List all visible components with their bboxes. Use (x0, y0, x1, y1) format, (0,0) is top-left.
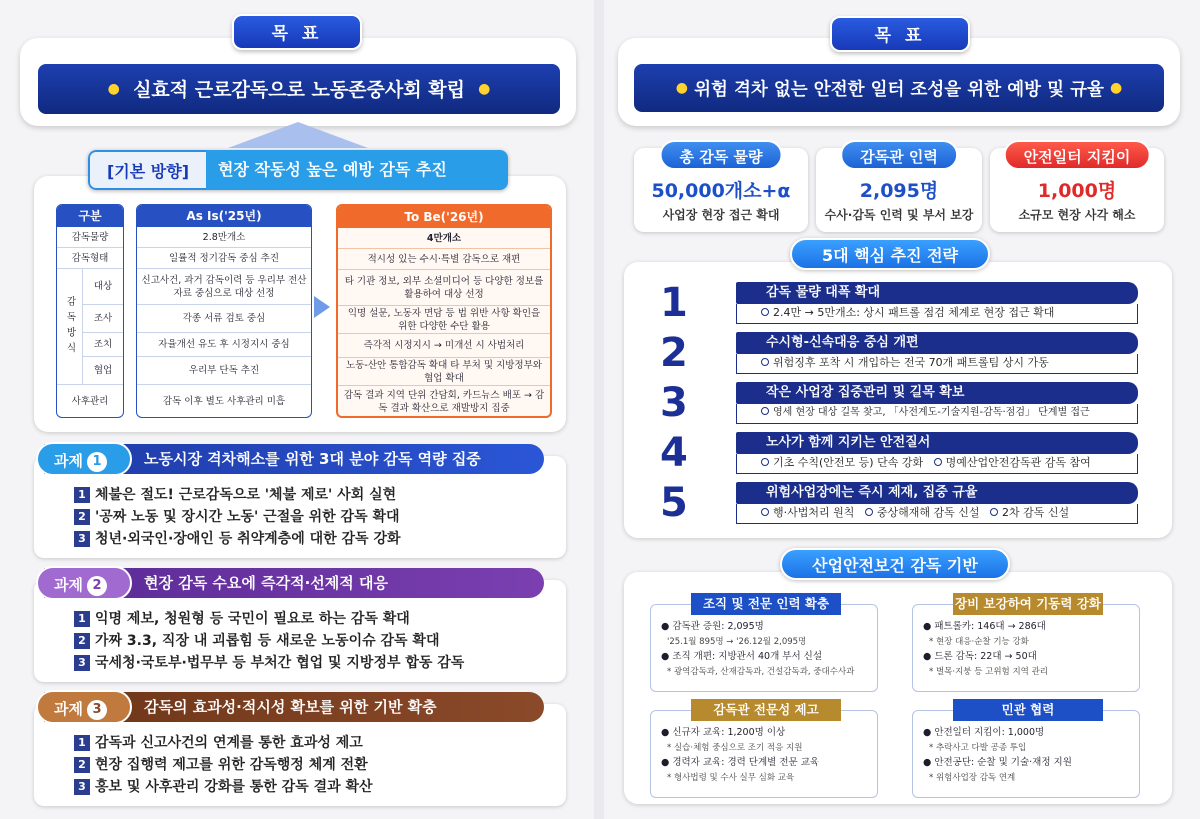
asis-cell: 각종 서류 검토 중심 (137, 305, 311, 333)
tobe-cell: 즉각적 시정지시 → 미개선 시 사법처리 (338, 334, 550, 358)
task-item-text: 홍보 및 사후관리 강화를 통한 감독 결과 확산 (95, 779, 373, 795)
item-number-icon: 1 (74, 735, 90, 751)
item-number-icon: 2 (74, 757, 90, 773)
asis-column (136, 204, 312, 418)
strategy-desc-text: 영세 현장 대상 길목 찾고, 「사전계도-기술지원-감독·점검」 단계별 접근 (773, 407, 1090, 418)
base-item: ● 드론 감독: 22대 → 50대 (923, 651, 1037, 662)
base-item-text: 조직 개편: 지방관서 40개 부서 신설 (672, 651, 823, 662)
stat-value: 50,000개소+α (651, 180, 791, 202)
task-2-label (36, 566, 132, 600)
strategy-item (636, 382, 1140, 426)
asis-cell: 우리부 단독 추진 (137, 357, 311, 385)
strategy-desc-text: 2.4만 → 5만개소: 상시 패트롤 점검 체계로 현장 접근 확대 (773, 306, 1055, 319)
stat-value: 1,000명 (1037, 180, 1117, 202)
task-item (74, 528, 401, 548)
task-item (74, 776, 373, 796)
row-label: 감독형태 (57, 248, 123, 269)
task-1-title: 노동시장 격차해소를 위한 3대 분야 감독 역량 집중 (44, 444, 544, 474)
task-item-text: 국세청·국토부·법무부 등 부처간 협업 및 지방정부 합동 감독 (95, 655, 465, 671)
ring-bullet-icon (761, 508, 769, 516)
task-item (74, 608, 410, 628)
base-item: ● 조직 개편: 지방관서 40개 부서 신설 (661, 651, 823, 662)
left-panel (0, 0, 594, 819)
row-label: 대상 (83, 269, 123, 305)
right-goal-text: 위험 격차 없는 안전한 일터 조성을 위한 예방 및 규율 (694, 80, 1104, 100)
strategy-title: 작은 사업장 집중관리 및 길목 확보 (736, 382, 1138, 404)
tobe-column (336, 204, 552, 418)
tobe-header: To Be('26년) (338, 206, 550, 228)
row-label: 조사 (83, 305, 123, 333)
category-header: 구분 (57, 205, 123, 227)
strategy-title: 감독 물량 대폭 확대 (736, 282, 1138, 304)
strategy-item (636, 482, 1140, 526)
base-card (912, 596, 1140, 692)
task-item (74, 506, 400, 526)
strategy-desc (736, 454, 1138, 474)
ring-bullet-icon (761, 308, 769, 316)
direction-banner (88, 150, 508, 190)
strategy-desc-text: 중상해재해 감독 신설 (876, 506, 980, 519)
strategy-desc-text: 위험징후 포착 시 개입하는 전국 70개 패트롤팀 상시 가동 (773, 356, 1049, 369)
strategy-title: 5대 핵심 추진 전략 (790, 238, 990, 270)
base-item: ● 경력자 교육: 경력 단계별 전문 교육 (661, 757, 820, 768)
right-goal-tab: 목 표 (830, 16, 970, 52)
strategy-number: 4 (660, 430, 688, 476)
task-label-text: 과제 (54, 700, 83, 718)
task-3-label (36, 690, 132, 724)
base-item-text: 감독관 증원: 2,095명 (672, 621, 764, 632)
strategy-number: 1 (660, 280, 688, 326)
base-item: ● 패트롤카: 146대 → 286대 (923, 621, 1046, 632)
bullet-icon: ● (1110, 80, 1123, 96)
asis-cell: 감독 이후 별도 사후관리 미흡 (162, 395, 286, 407)
tobe-cell: 노동-산안 통합감독 확대 타 부처 및 지방정부와 협업 확대 (338, 358, 550, 386)
strategy-title: 노사가 함께 지키는 안전질서 (736, 432, 1138, 454)
stat-title: 감독관 인력 (840, 140, 958, 170)
base-item: ● 안전공단: 순찰 및 기술·재정 지원 (923, 757, 1072, 768)
task-item-text: 체불은 절도! 근로감독으로 '체불 제로' 사회 실현 (95, 487, 397, 503)
task-item (74, 630, 439, 650)
task-3-title: 감독의 효과성·적시성 확보를 위한 기반 확충 (44, 692, 544, 722)
base-sub: * 형사법령 및 수사 실무 심화 교육 (667, 773, 795, 783)
base-item: ● 안전일터 지킴이: 1,000명 (923, 727, 1045, 738)
bullet-icon: ● (107, 81, 120, 97)
stat-card (816, 148, 982, 232)
strategy-item (636, 432, 1140, 476)
task-item-text: 익명 제보, 청원형 등 국민이 필요로 하는 감독 확대 (95, 611, 410, 627)
category-column (56, 204, 124, 418)
goal-text: 실효적 근로감독으로 노동존중사회 확립 (133, 79, 465, 101)
item-number-icon: 3 (74, 655, 90, 671)
goal-tab: 목 표 (232, 14, 362, 50)
base-item: ● 감독관 증원: 2,095명 (661, 621, 764, 632)
stat-title: 총 감독 물량 (660, 140, 783, 170)
base-card (912, 702, 1140, 798)
task-number: 1 (87, 452, 107, 472)
base-item-text: 패트롤카: 146대 → 286대 (934, 621, 1046, 632)
base-item-text: 안전일터 지킴이: 1,000명 (934, 727, 1045, 738)
strategy-desc-text: 행·사법처리 원칙 (773, 506, 855, 519)
base-card (650, 702, 878, 798)
asis-cell: 자율개선 유도 후 시정지시 중심 (137, 333, 311, 357)
direction-text: 현장 작동성 높은 예방 감독 추진 (206, 150, 508, 190)
stat-card (990, 148, 1164, 232)
ring-bullet-icon (865, 508, 873, 516)
strategy-title: 수시형-신속대응 중심 개편 (736, 332, 1138, 354)
task-item (74, 484, 396, 504)
row-label: 사후관리 (71, 395, 109, 407)
task-number: 3 (87, 700, 107, 720)
task-label-text: 과제 (54, 452, 83, 470)
base-sub: * 추락사고 다발 공종 투입 (929, 743, 1027, 753)
item-number-icon: 1 (74, 487, 90, 503)
method-label: 감독방식 (57, 269, 83, 385)
task-item-text: '공짜 노동 및 장시간 노동' 근절을 위한 감독 확대 (95, 509, 400, 525)
asis-cell: 신고사건, 과거 감독이력 등 우리부 전산 자료 중심으로 대상 선정 (137, 269, 311, 305)
ring-bullet-icon (990, 508, 998, 516)
ring-bullet-icon (761, 458, 769, 466)
arrow-right-icon (314, 296, 330, 318)
base-sub: '25.1월 895명 → '26.12월 2,095명 (667, 637, 807, 647)
base-card-title: 감독관 전문성 제고 (691, 699, 841, 721)
item-number-icon: 2 (74, 509, 90, 525)
strategy-desc (736, 504, 1138, 524)
task-item (74, 754, 368, 774)
strategy-item (636, 282, 1140, 326)
base-title: 산업안전보건 감독 기반 (780, 548, 1010, 580)
task-item-text: 가짜 3.3, 직장 내 괴롭힘 등 새로운 노동이슈 감독 확대 (95, 633, 440, 649)
item-number-icon: 3 (74, 531, 90, 547)
base-sub: * 벌목·지붕 등 고위험 지역 관리 (929, 667, 1048, 677)
task-item-text: 현장 집행력 제고를 위한 감독행정 체계 전환 (95, 757, 368, 773)
task-item-text: 감독과 신고사건의 연계를 통한 효과성 제고 (95, 735, 363, 751)
strategy-desc-text: 2차 감독 신설 (1002, 506, 1070, 519)
ring-bullet-icon (761, 358, 769, 366)
bullet-icon: ● (675, 80, 688, 96)
stat-card (634, 148, 808, 232)
strategy-desc-text: 기초 수칙(안전모 등) 단속 강화 (773, 456, 924, 469)
asis-header: As Is('25년) (137, 205, 311, 227)
base-card-title: 장비 보강하여 기동력 강화 (953, 593, 1103, 615)
task-1-label (36, 442, 132, 476)
task-number: 2 (87, 576, 107, 596)
item-number-icon: 3 (74, 779, 90, 795)
strategy-number: 5 (660, 480, 688, 526)
asis-cell: 2.8만개소 (137, 227, 311, 248)
item-number-icon: 1 (74, 611, 90, 627)
ring-bullet-icon (761, 407, 769, 415)
strategy-item (636, 332, 1140, 376)
strategy-desc (736, 404, 1138, 424)
stat-sub: 수사·감독 인력 및 부서 보강 (824, 208, 974, 222)
stat-sub: 소규모 현장 사각 해소 (1018, 208, 1136, 222)
task-label-text: 과제 (54, 576, 83, 594)
base-item-text: 경력자 교육: 경력 단계별 전문 교육 (672, 757, 820, 768)
tobe-cell: 감독 결과 지역 단위 간담회, 카드뉴스 배포 → 감독 결과 확산으로 재발방지 집중 (343, 390, 545, 414)
asis-cell: 일률적 정기감독 중심 추진 (137, 248, 311, 269)
tobe-cell: 익명 설문, 노동자 면담 등 법 위반 사항 확인을 위한 다양한 수단 활용 (338, 306, 550, 334)
base-sub: * 실습·체험 중심으로 조기 적응 지원 (667, 743, 803, 753)
item-number-icon: 2 (74, 633, 90, 649)
row-label: 조치 (83, 333, 123, 357)
ring-bullet-icon (934, 458, 942, 466)
tobe-cell: 4만개소 (338, 228, 550, 249)
base-card (650, 596, 878, 692)
tobe-cell: 타 기관 정보, 외부 소셜미디어 등 다양한 정보를 활용하여 대상 선정 (338, 270, 550, 306)
strategy-desc (736, 354, 1138, 374)
base-sub: * 현장 대응·순찰 기능 강화 (929, 637, 1029, 647)
base-item-text: 안전공단: 순찰 및 기술·재정 지원 (934, 757, 1072, 768)
task-item-text: 청년·외국인·장애인 등 취약계층에 대한 감독 강화 (95, 531, 401, 547)
bullet-icon: ● (478, 81, 491, 97)
goal-banner (38, 64, 560, 114)
base-item-text: 드론 감독: 22대 → 50대 (934, 651, 1037, 662)
stat-title: 안전일터 지킴이 (1004, 140, 1151, 170)
base-item-text: 신규자 교육: 1,200명 이상 (672, 727, 786, 738)
strategy-number: 3 (660, 380, 688, 426)
row-label: 감독물량 (57, 227, 123, 248)
tobe-cell: 적시성 있는 수시·특별 감독으로 재편 (338, 249, 550, 270)
strategy-desc-text: 명예산업안전감독관 감독 참여 (945, 456, 1091, 469)
task-item (74, 652, 464, 672)
base-card-title: 민관 협력 (953, 699, 1103, 721)
base-card-title: 조직 및 전문 인력 확충 (691, 593, 841, 615)
up-arrow-icon (228, 122, 368, 148)
task-2-title: 현장 감독 수요에 즉각적·선제적 대응 (44, 568, 544, 598)
right-goal-banner (634, 64, 1164, 112)
strategy-desc (736, 304, 1138, 324)
base-sub: * 위험사업장 감독 연계 (929, 773, 1016, 783)
base-sub: * 광역감독과, 산재감독과, 건설감독과, 중대수사과 (667, 667, 855, 677)
stat-sub: 사업장 현장 접근 확대 (662, 208, 780, 222)
direction-tag: [기본 방향] (88, 150, 206, 190)
strategy-number: 2 (660, 330, 688, 376)
task-item (74, 732, 363, 752)
strategy-title: 위험사업장에는 즉시 제재, 집중 규율 (736, 482, 1138, 504)
stat-value: 2,095명 (859, 180, 939, 202)
base-item: ● 신규자 교육: 1,200명 이상 (661, 727, 786, 738)
row-label: 협업 (83, 357, 123, 385)
